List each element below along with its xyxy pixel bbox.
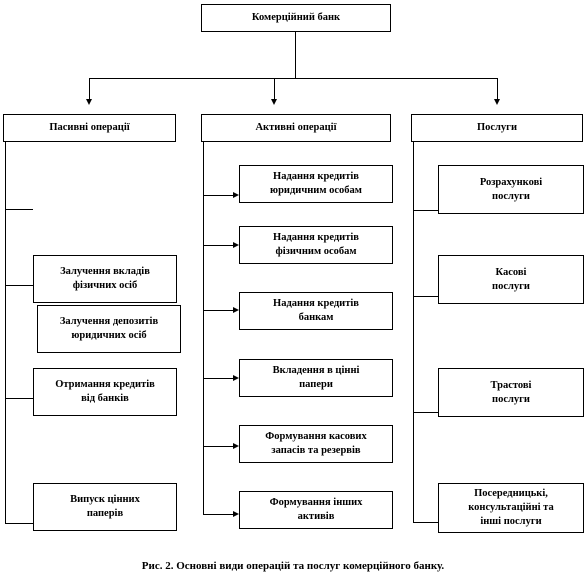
active-arrow-line xyxy=(203,446,233,447)
passive-item: Випуск цінних паперів xyxy=(33,483,177,531)
active-spine xyxy=(203,142,204,514)
branch-services-connector xyxy=(497,78,498,100)
passive-tick xyxy=(5,209,33,210)
services-item: Розрахункові послуги xyxy=(438,165,584,214)
root-label: Комерційний банк xyxy=(251,12,341,23)
passive-item: Залучення вкладів фізичних осіб xyxy=(33,255,177,303)
column-header-passive: Пасивні операції xyxy=(3,114,176,142)
active-arrow-line xyxy=(203,378,233,379)
active-arrow-line xyxy=(203,514,233,515)
branch-active-connector xyxy=(274,78,275,100)
passive-tick xyxy=(5,523,33,524)
active-arrow-line xyxy=(203,195,233,196)
active-arrow-line xyxy=(203,245,233,246)
active-item: Надання кредитів фізичним особам xyxy=(239,226,393,264)
figure-caption: Рис. 2. Основні види операцій та послуг комерційного банку. xyxy=(141,560,445,572)
active-item: Формування інших активів xyxy=(239,491,393,529)
active-item: Формування касових запасів та резервів xyxy=(239,425,393,463)
services-tick xyxy=(413,296,438,297)
passive-spine xyxy=(5,142,6,523)
services-item: Посередницькі, консультаційні та інші послуги xyxy=(438,483,584,533)
branch-bus xyxy=(89,78,497,79)
services-tick xyxy=(413,210,438,211)
arrow-services xyxy=(494,99,500,105)
active-item: Надання кредитів банкам xyxy=(239,292,393,330)
services-spine xyxy=(413,142,414,522)
active-item: Вкладення в цінні папери xyxy=(239,359,393,397)
branch-passive-connector xyxy=(89,78,90,100)
services-item: Трастові послуги xyxy=(438,368,584,417)
arrow-passive xyxy=(86,99,92,105)
active-item: Надання кредитів юридичним особам xyxy=(239,165,393,203)
arrow-active xyxy=(271,99,277,105)
passive-item: Отримання кредитів від банків xyxy=(33,368,177,416)
root-node xyxy=(201,4,391,32)
column-header-services: Послуги xyxy=(411,114,583,142)
passive-item: Залучення депозитів юридичних осіб xyxy=(37,305,181,353)
root-connector xyxy=(295,32,296,78)
active-arrow-line xyxy=(203,310,233,311)
passive-tick xyxy=(5,398,33,399)
column-header-active: Активні операції xyxy=(201,114,391,142)
services-item: Касові послуги xyxy=(438,255,584,304)
services-tick xyxy=(413,412,438,413)
services-tick xyxy=(413,522,438,523)
passive-tick xyxy=(5,285,33,286)
